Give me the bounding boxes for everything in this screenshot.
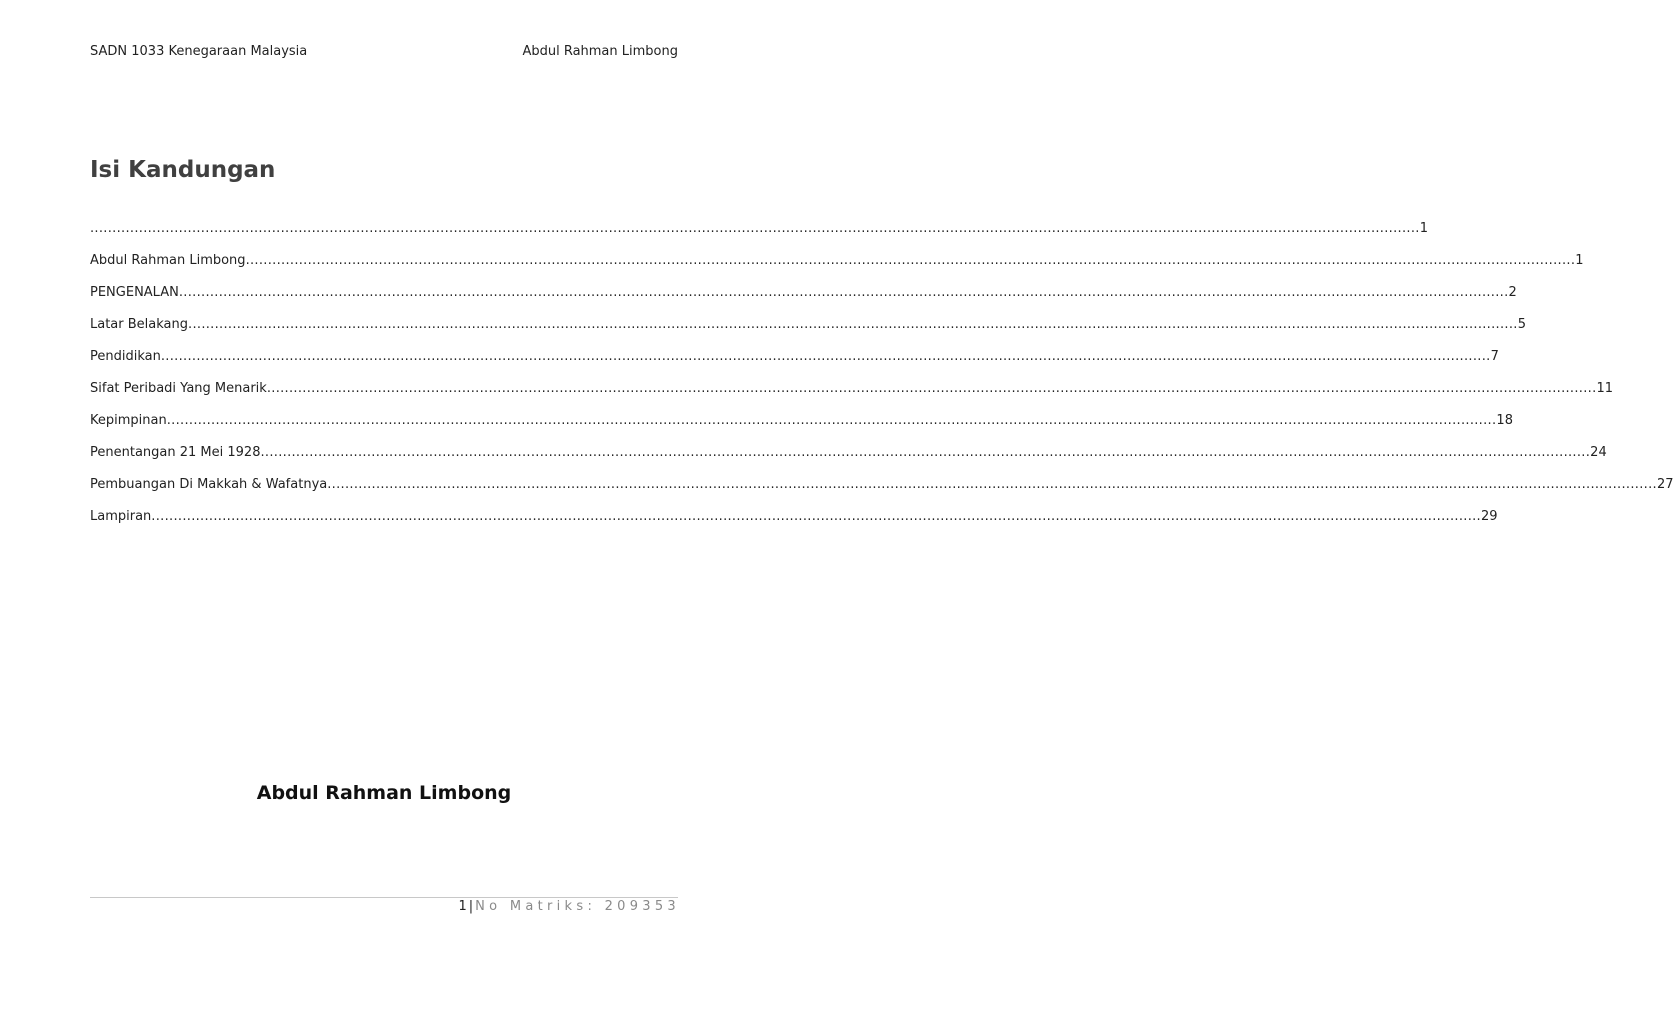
toc-entry-page: 11: [1596, 381, 1614, 396]
toc-entry[interactable]: [90, 346, 1499, 378]
toc-entry[interactable]: [90, 410, 1513, 442]
toc-entry-page: 1: [1419, 221, 1428, 236]
footer-matric-number: No Matriks: 209353: [475, 899, 680, 914]
toc-entry[interactable]: [90, 250, 1584, 282]
page-footer: [90, 899, 680, 914]
toc-leader-dots: ............................................................................................................................................................................................................................................................................................................: [166, 413, 1497, 428]
toc-entry-page: 1: [1575, 253, 1584, 268]
header-course: SADN 1033 Kenegaraan Malaysia: [90, 44, 308, 59]
toc-leader-dots: ............................................................................................................................................................................................................................................................................................................: [90, 221, 1420, 236]
toc-entry[interactable]: [90, 218, 1428, 250]
toc-entry[interactable]: [90, 442, 1607, 474]
toc-entry-label: Lampiran: [90, 509, 152, 524]
toc-entry-label: Latar Belakang: [90, 317, 189, 332]
toc-entry[interactable]: [90, 378, 1614, 410]
footer-divider: [90, 897, 678, 898]
toc-entry[interactable]: [90, 282, 1517, 314]
toc-leader-dots: ............................................................................................................................................................................................................................................................................................................: [260, 445, 1591, 460]
toc-entry[interactable]: [90, 506, 1498, 538]
toc-entry-page: 2: [1508, 285, 1517, 300]
footer-separator: |: [468, 899, 474, 914]
toc-entry-page: 5: [1517, 317, 1526, 332]
header-author: Abdul Rahman Limbong: [522, 44, 678, 59]
footer-page-number: 1: [458, 899, 467, 914]
toc-leader-dots: ............................................................................................................................................................................................................................................................................................................: [266, 381, 1597, 396]
section-heading: Abdul Rahman Limbong: [256, 782, 512, 804]
toc-entry-page: 27: [1656, 477, 1673, 492]
toc-entry[interactable]: [90, 314, 1526, 346]
toc-entry-page: 29: [1481, 509, 1498, 524]
toc-entry-label: PENGENALAN: [90, 285, 179, 300]
toc-entry-label: Sifat Peribadi Yang Menarik: [90, 381, 267, 396]
toc-leader-dots: ............................................................................................................................................................................................................................................................................................................: [327, 477, 1657, 492]
toc-leader-dots: ............................................................................................................................................................................................................................................................................................................: [151, 509, 1481, 524]
toc-entry-label: Kepimpinan: [90, 413, 167, 428]
toc-entry-label: Penentangan 21 Mei 1928: [90, 445, 261, 460]
toc-entry-label: Pembuangan Di Makkah & Wafatnya: [90, 477, 328, 492]
table-of-contents: [90, 218, 1673, 538]
toc-leader-dots: ............................................................................................................................................................................................................................................................................................................: [245, 253, 1576, 268]
toc-entry-label: Pendidikan: [90, 349, 161, 364]
page-header: [90, 44, 678, 59]
toc-entry-page: 18: [1496, 413, 1513, 428]
toc-leader-dots: ............................................................................................................................................................................................................................................................................................................: [160, 349, 1491, 364]
toc-leader-dots: ............................................................................................................................................................................................................................................................................................................: [188, 317, 1518, 332]
toc-entry-page: 7: [1490, 349, 1499, 364]
toc-leader-dots: ............................................................................................................................................................................................................................................................................................................: [178, 285, 1509, 300]
toc-entry[interactable]: [90, 474, 1673, 506]
toc-entry-page: 24: [1590, 445, 1607, 460]
toc-entry-label: Abdul Rahman Limbong: [90, 253, 246, 268]
toc-title: Isi Kandungan: [90, 157, 276, 183]
